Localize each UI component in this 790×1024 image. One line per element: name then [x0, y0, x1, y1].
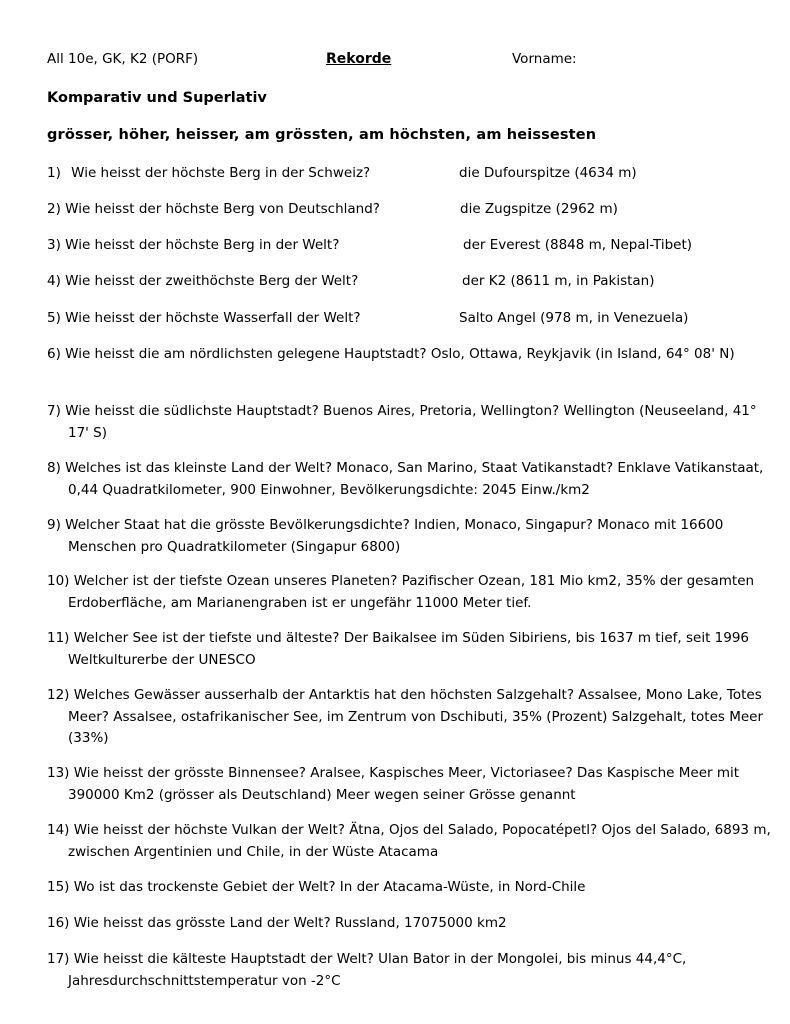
- question-item: [47, 401, 772, 444]
- answer-text: der Everest (8848 m, Nepal-Tibet): [463, 237, 693, 253]
- question-number: 2): [47, 201, 61, 217]
- question-text: 12) Welches Gewässer ausserhalb der Antarktis hat den höchsten Salzgehalt? Assalsee, Mono Lake, Totes Meer? Assalsee, ostafrikanischer See, im Zentrum von Dschibuti, 35% (Prozent) Salzgehalt, totes Meer (33%): [47, 687, 764, 746]
- page-title: Rekorde: [326, 51, 392, 67]
- question-item: [47, 820, 772, 863]
- section-heading: Komparativ und Superlativ: [47, 90, 267, 106]
- question-item: [47, 949, 772, 992]
- question-number: 3): [47, 237, 61, 253]
- question-text: 11) Welcher See ist der tiefste und älteste? Der Baikalsee im Süden Sibiriens, bis 1637 m tief, seit 1996 Weltkulturerbe der UNESCO: [47, 630, 750, 668]
- question-number: 1): [47, 165, 61, 181]
- question-text: 10) Welcher ist der tiefste Ozean unseres Planeten? Pazifischer Ozean, 181 Mio km2, 35% der gesamten Erdoberfläche, am Marianengraben ist er ungefähr 11000 Meter tief.: [47, 573, 755, 611]
- question-item: [47, 271, 772, 293]
- question-number: 4): [47, 273, 61, 289]
- question-text: 7) Wie heisst die südlichste Hauptstadt? Buenos Aires, Pretoria, Wellington? Wellington (Neuseeland, 41° 17' S): [47, 403, 757, 441]
- question-item: [47, 913, 772, 935]
- question-number: 5): [47, 310, 61, 326]
- question-text: 16) Wie heisst das grösste Land der Welt? Russland, 17075000 km2: [47, 915, 507, 931]
- page-header: [47, 51, 767, 71]
- question-text: Wie heisst der zweithöchste Berg der Welt?: [65, 273, 359, 289]
- question-text: Wie heisst der höchste Wasserfall der Welt?: [65, 310, 361, 326]
- answer-text: die Dufourspitze (4634 m): [459, 165, 637, 181]
- question-item: [47, 163, 772, 185]
- question-item: [47, 628, 772, 671]
- name-label: Vorname:: [512, 51, 577, 67]
- question-item: [47, 458, 772, 501]
- question-item: [47, 685, 772, 750]
- question-text: Wie heisst der höchste Berg in der Schweiz?: [71, 165, 371, 181]
- question-item: [47, 571, 772, 614]
- question-item: [47, 199, 772, 221]
- question-item: [47, 877, 772, 899]
- answer-text: die Zugspitze (2962 m): [460, 201, 618, 217]
- question-item: [47, 763, 772, 806]
- question-text: 8) Welches ist das kleinste Land der Welt? Monaco, San Marino, Staat Vatikanstadt? Enklave Vatikanstaat, 0,44 Quadratkilometer, 900 Einwohner, Bevölkerungsdichte: 2045 Einw./km2: [47, 460, 764, 498]
- question-item: [47, 344, 772, 366]
- question-item: [47, 308, 772, 330]
- answer-text: der K2 (8611 m, in Pakistan): [462, 273, 655, 289]
- question-text: 9) Welcher Staat hat die grösste Bevölkerungsdichte? Indien, Monaco, Singapur? Monaco mit 16600 Menschen pro Quadratkilometer (Singapur 6800): [47, 517, 724, 555]
- question-text: 13) Wie heisst der grösste Binnensee? Aralsee, Kaspisches Meer, Victoriasee? Das Kaspische Meer mit 390000 Km2 (grösser als Deutschland) Meer wegen seiner Grösse genannt: [47, 765, 740, 803]
- answer-text: Salto Angel (978 m, in Venezuela): [459, 310, 689, 326]
- question-text: Wie heisst der höchste Berg in der Welt?: [65, 237, 340, 253]
- question-text: 14) Wie heisst der höchste Vulkan der Welt? Ätna, Ojos del Salado, Popocatépetl? Ojos del Salado, 6893 m, zwischen Argentinien und Chile, in der Wüste Atacama: [47, 822, 771, 860]
- question-item: [47, 515, 772, 558]
- question-item: [47, 235, 772, 257]
- question-text: 17) Wie heisst die kälteste Hauptstadt der Welt? Ulan Bator in der Mongolei, bis minus 44,4°C, Jahresdurchschnittstemperatur von -2°C: [47, 951, 687, 989]
- example-words: grösser, höher, heisser, am grössten, am höchsten, am heissesten: [47, 127, 597, 143]
- question-text: Wie heisst der höchste Berg von Deutschland?: [65, 201, 380, 217]
- question-text: 15) Wo ist das trockenste Gebiet der Welt? In der Atacama-Wüste, in Nord-Chile: [47, 879, 586, 895]
- question-text: 6) Wie heisst die am nördlichsten gelegene Hauptstadt? Oslo, Ottawa, Reykjavik (in Island, 64° 08' N): [47, 346, 735, 362]
- course-label: All 10e, GK, K2 (PORF): [47, 51, 199, 67]
